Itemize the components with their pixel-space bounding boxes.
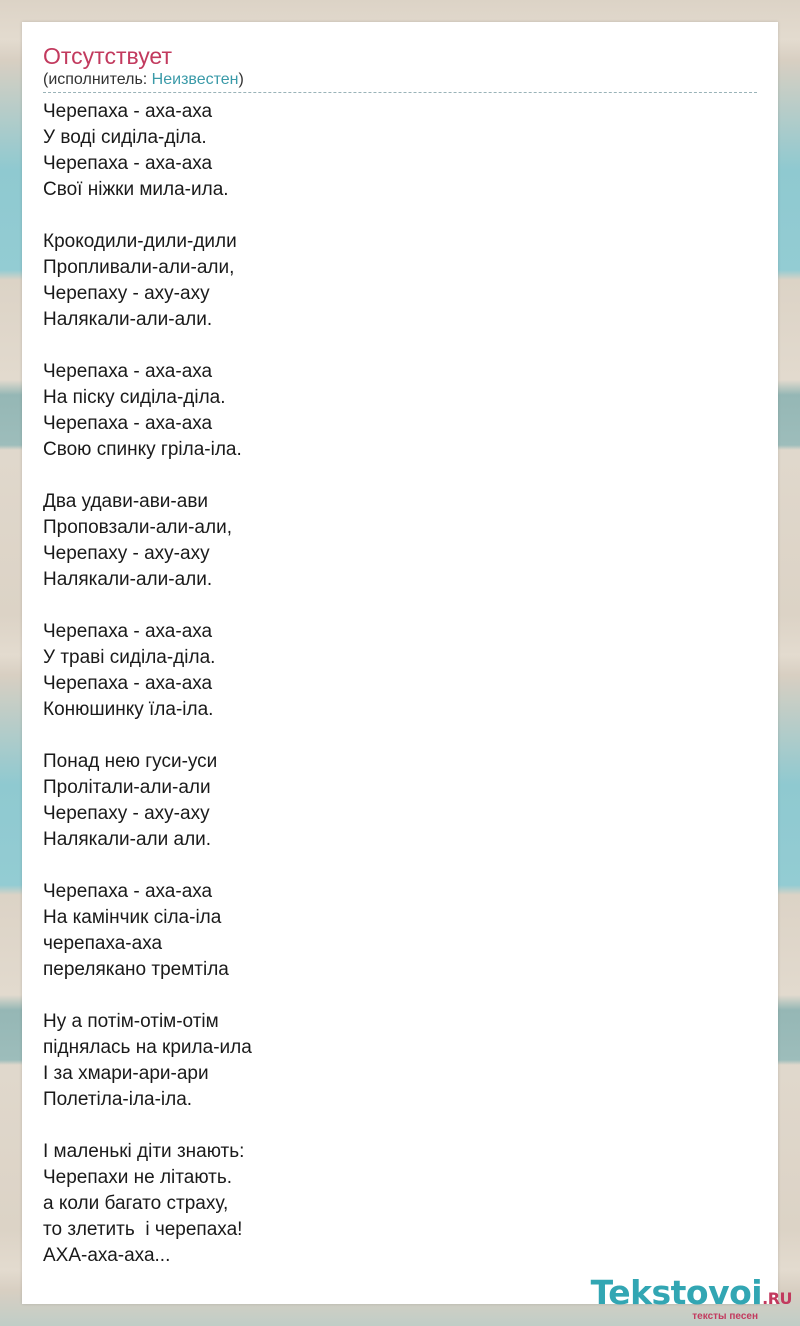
logo-main-text: Tekstovoi bbox=[590, 1273, 763, 1312]
lyric-line: Черепаха - аха-аха bbox=[43, 673, 213, 694]
lyric-line: Налякали-али-али. bbox=[43, 309, 213, 330]
lyric-line: На камінчик сіла-іла bbox=[43, 907, 222, 928]
lyric-line: І за хмари-ари-ари bbox=[43, 1063, 209, 1084]
site-logo[interactable] bbox=[582, 1273, 792, 1322]
lyric-line: черепаха-аха bbox=[43, 933, 163, 954]
lyric-line: Черепаху - аху-аху bbox=[43, 803, 210, 824]
stanza-gap bbox=[43, 203, 757, 229]
artist-link[interactable]: Неизвестен bbox=[151, 71, 239, 88]
stanza-gap bbox=[43, 333, 757, 359]
lyric-line: Конюшинку їла-іла. bbox=[43, 699, 214, 720]
stanza-gap bbox=[43, 593, 757, 619]
lyrics-text bbox=[43, 99, 757, 1269]
stanza-gap bbox=[43, 723, 757, 749]
stanza-gap bbox=[43, 463, 757, 489]
lyric-line: Налякали-али-али. bbox=[43, 569, 213, 590]
lyric-line: Черепаха - аха-аха bbox=[43, 361, 213, 382]
lyric-line: Черепахи не літають. bbox=[43, 1167, 233, 1188]
lyric-line: Черепаха - аха-аха bbox=[43, 881, 213, 902]
artist-prefix: (исполнитель: bbox=[43, 71, 152, 88]
lyric-line: Налякали-али али. bbox=[43, 829, 212, 850]
lyric-line: перелякано тремтіла bbox=[43, 959, 229, 980]
lyric-line: Проповзали-али-али, bbox=[43, 517, 232, 538]
lyric-line: Черепаха - аха-аха bbox=[43, 101, 213, 122]
lyric-line: Пропливали-али-али, bbox=[43, 257, 235, 278]
lyric-line: Черепаха - аха-аха bbox=[43, 621, 213, 642]
lyric-line: Полетіла-іла-іла. bbox=[43, 1089, 193, 1110]
lyric-line: У траві сиділа-діла. bbox=[43, 647, 216, 668]
artist-line bbox=[43, 70, 757, 93]
song-title: Отсутствует bbox=[43, 43, 172, 69]
stanza-gap bbox=[43, 983, 757, 1009]
lyric-line: Черепаху - аху-аху bbox=[43, 283, 210, 304]
logo-suffix: .RU bbox=[762, 1289, 792, 1308]
lyric-line: У воді сиділа-діла. bbox=[43, 127, 207, 148]
lyric-line: На піску сиділа-діла. bbox=[43, 387, 226, 408]
stanza-gap bbox=[43, 853, 757, 879]
lyric-line: а коли багато страху, bbox=[43, 1193, 229, 1214]
lyric-line: Черепаху - аху-аху bbox=[43, 543, 210, 564]
stanza-gap bbox=[43, 1113, 757, 1139]
lyric-line: Свої ніжки мила-ила. bbox=[43, 179, 229, 200]
lyric-line: Свою спинку гріла-іла. bbox=[43, 439, 242, 460]
lyric-line: Понад нею гуси-уси bbox=[43, 751, 218, 772]
lyric-line: Пролітали-али-али bbox=[43, 777, 211, 798]
lyric-line: Черепаха - аха-аха bbox=[43, 413, 213, 434]
artist-suffix: ) bbox=[238, 71, 244, 88]
lyric-line: АХА-аха-аха... bbox=[43, 1245, 171, 1266]
lyric-line: Два удави-ави-ави bbox=[43, 491, 209, 512]
lyric-line: піднялась на крила-ила bbox=[43, 1037, 252, 1058]
lyrics-card bbox=[22, 22, 778, 1304]
lyric-line: Ну а потім-отім-отім bbox=[43, 1011, 219, 1032]
lyric-line: Крокодили-дили-дили bbox=[43, 231, 237, 252]
lyric-line: Черепаха - аха-аха bbox=[43, 153, 213, 174]
logo-tagline: тексты песен bbox=[692, 1311, 758, 1322]
lyric-line: І маленькі діти знають: bbox=[43, 1141, 245, 1162]
lyric-line: то злетить і черепаха! bbox=[43, 1219, 243, 1240]
